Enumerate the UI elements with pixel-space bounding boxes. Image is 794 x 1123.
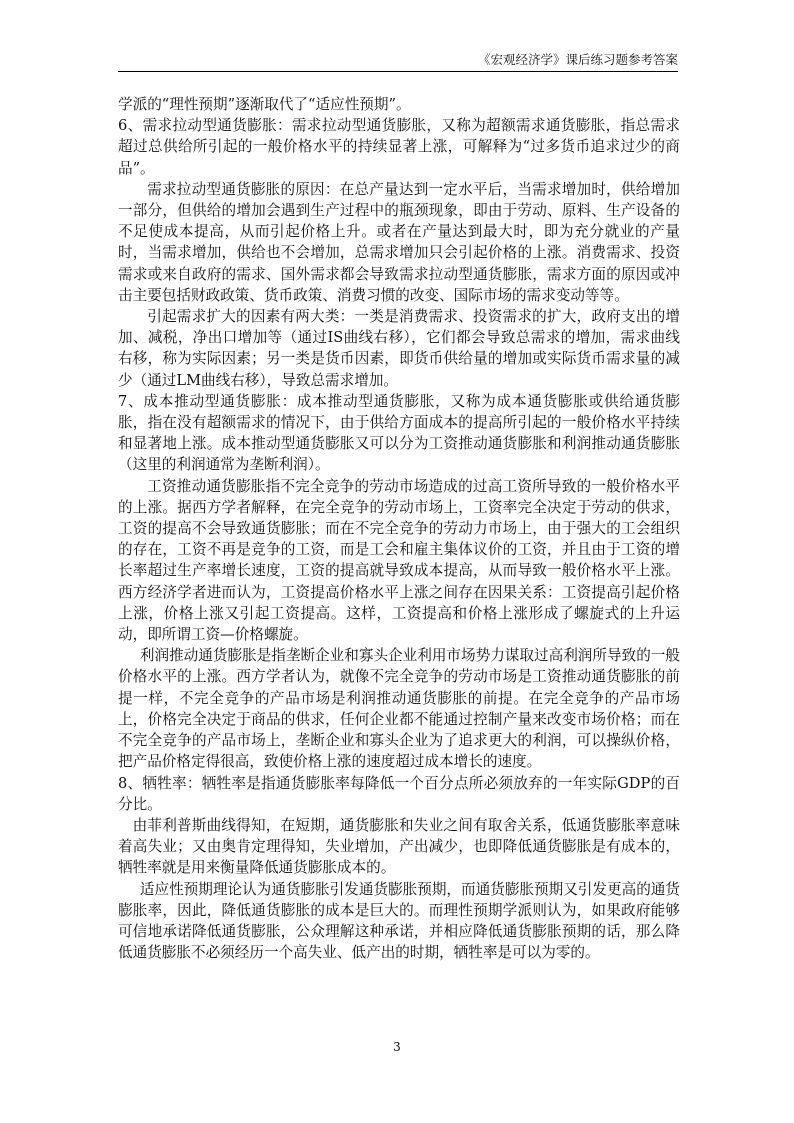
- paragraph: 引起需求扩大的因素有两大类：一类是消费需求、投资需求的扩大，政府支出的增加、减税，净出口增加等（通过IS曲线右移），它们都会导致总需求的增加，需求曲线右移，称为实际因素；另一类是货币因素，即货币供给量的增加或实际货币需求量的减少（通过LM曲线右移），导致总需求增加。: [118, 308, 680, 389]
- paragraph: 工资推动通货膨胀指不完全竞争的劳动市场造成的过高工资所导致的一般价格水平的上涨。据西方学者解释，在完全竞争的劳动市场上，工资率完全决定于劳动的供求，工资的提高不会导致通货膨胀；而在不完全竞争的劳动力市场上，由于强大的工会组织的存在，工资不再是竞争的工资，而是工会和雇主集体议价的工资，并且由于工资的增长率超过生产率增长速度，工资的提高就导致成本提高，从而导致一般价格水平上涨。西方经济学者进而认为，工资提高价格水平上涨之间存在因果关系：工资提高引起价格上涨，价格上涨又引起工资提高。这样，工资提高和价格上涨形成了螺旋式的上升运动，即所谓工资—价格螺旋。: [118, 477, 680, 644]
- paragraph: 利润推动通货膨胀是指垄断企业和寡头企业利用市场势力谋取过高利润所导致的一般价格水平的上涨。西方学者认为，就像不完全竞争的劳动市场是工资推动通货膨胀的前提一样，不完全竞争的产品市场是利润推动通货膨胀的前提。在完全竞争的产品市场上，价格完全决定于商品的供求，任何企业都不能通过控制产量来改变市场价格；而在不完全竞争的产品市场上，垄断企业和寡头企业为了追求更大的利润，可以操纵价格，把产品价格定得很高，致使价格上涨的速度超过成本增长的速度。: [118, 647, 680, 771]
- document-body: [118, 94, 680, 963]
- paragraph: 需求拉动型通货膨胀的原因：在总产量达到一定水平后，当需求增加时，供给增加一部分，但供给的增加会遇到生产过程中的瓶颈现象，即由于劳动、原料、生产设备的不足使成本提高，从而引起价格上升。或者在产量达到最大时，即为充分就业的产量时，当需求增加，供给也不会增加，总需求增加只会引起价格的上涨。消费需求、投资需求或来自政府的需求、国外需求都会导致需求拉动型通货膨胀，需求方面的原因或冲击主要包括财政政策、货币政策、消费习惯的改变、国际市场的需求变动等等。: [118, 180, 680, 304]
- paragraph: 学派的“理性预期”逐渐取代了“适应性预期”。: [118, 96, 411, 113]
- paragraph: 适应性预期理论认为通货膨胀引发通货膨胀预期，而通货膨胀预期又引发更高的通货膨胀率，因此，降低通货膨胀的成本是巨大的。而理性预期学派则认为，如果政府能够可信地承诺降低通货膨胀，公众理解这种承诺，并相应降低通货膨胀预期的话，那么降低通货膨胀不必须经历一个高失业、低产出的时期，牺牲率是可以为零的。: [118, 880, 680, 962]
- running-header: [118, 52, 678, 72]
- definition-demand-pull-inflation: 6、需求拉动型通货膨胀：需求拉动型通货膨胀，又称为超额需求通货膨胀，指总需求超过总供给所引起的一般价格水平的持续显著上涨，可解释为“过多货币追求过少的商品”。: [118, 117, 680, 177]
- header-title: 《宏观经济学》课后练习题参考答案: [477, 52, 678, 67]
- definition-cost-push-inflation: 7、成本推动型通货膨胀：成本推动型通货膨胀，又称为成本通货膨胀或供给通货膨胀，指在没有超额需求的情况下，由于供给方面成本的提高所引起的一般价格水平持续和显著地上涨。成本推动型通货膨胀又可以分为工资推动通货膨胀和利润推动通货膨胀（这里的利润通常为垄断利润）。: [118, 392, 680, 474]
- paragraph: 由菲利普斯曲线得知，在短期，通货膨胀和失业之间有取舍关系，低通货膨胀率意味着高失业；又由奥肯定理得知，失业增加，产出减少，也即降低通货膨胀是有成本的，牺牲率就是用来衡量降低通货膨胀成本的。: [118, 816, 680, 877]
- definition-sacrifice-ratio: 8、牺牲率：牺牲率是指通货膨胀率每降低一个百分点所必须放弃的一年实际GDP的百分比。: [118, 774, 680, 813]
- page-number: 3: [393, 1040, 401, 1054]
- page-footer: [0, 1040, 794, 1054]
